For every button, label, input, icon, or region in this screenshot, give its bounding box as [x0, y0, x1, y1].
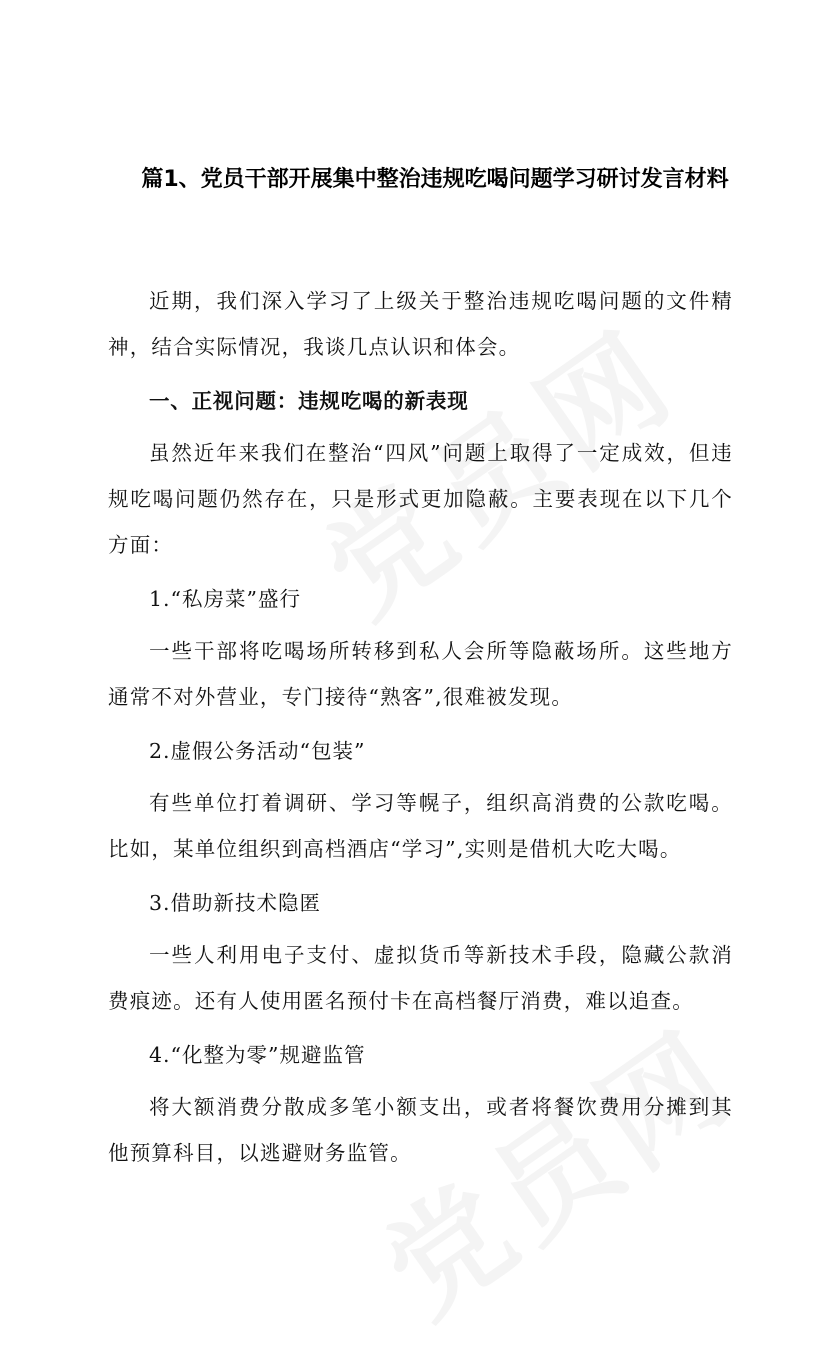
intro-paragraph: 近期，我们深入学习了上级关于整治违规吃喝问题的文件精神，结合实际情况，我谈几点认识和体会。: [108, 289, 733, 359]
section-heading: 一、正视问题：违规吃喝的新表现: [149, 389, 469, 413]
document-body: [108, 278, 733, 1184]
item-paragraph: 有些单位打着调研、学习等幌子，组织高消费的公款吃喝。比如，某单位组织到高档酒店“学习”,实则是借机大吃大喝。: [108, 791, 733, 861]
item-title: 1.“私房菜”盛行: [149, 587, 302, 611]
item-paragraph: 将大额消费分散成多笔小额支出，或者将餐饮费用分摊到其他预算科目，以逃避财务监管。: [108, 1095, 733, 1165]
item-title: 3.借助新技术隐匿: [149, 891, 322, 915]
item-title: 4.“化整为零”规避监管: [149, 1043, 366, 1067]
item-paragraph: 一些人利用电子支付、虚拟货币等新技术手段，隐藏公款消费痕迹。还有人使用匿名预付卡在高档餐厅消费，难以追查。: [108, 943, 733, 1013]
item-title: 2.虚假公务活动“包装”: [149, 739, 366, 763]
item-paragraph: 一些干部将吃喝场所转移到私人会所等隐蔽场所。这些地方通常不对外营业，专门接待“熟客”,很难被发现。: [108, 639, 733, 709]
document-title: 篇1、党员干部开展集中整治违规吃喝问题学习研讨发言材料: [141, 167, 729, 192]
section-intro-paragraph: 虽然近年来我们在整治“四风”问题上取得了一定成效，但违规吃喝问题仍然存在，只是形式更加隐蔽。主要表现在以下几个方面：: [108, 441, 733, 557]
